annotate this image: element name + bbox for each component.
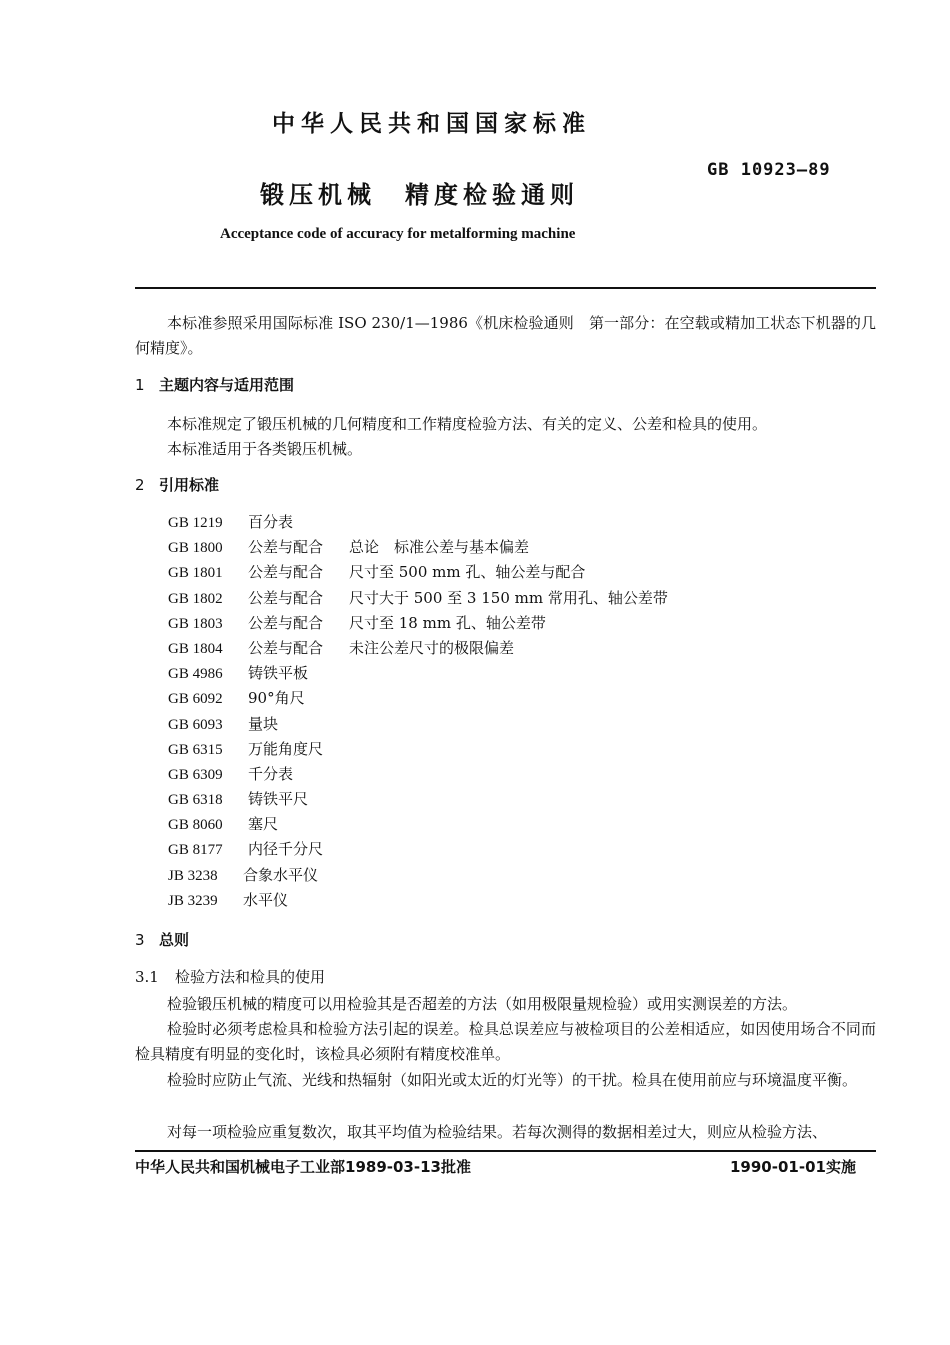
list-item xyxy=(168,863,668,888)
list-item xyxy=(168,787,668,812)
ref-code: GB 1802 xyxy=(168,590,223,607)
ref-title: 水平仪 xyxy=(243,890,289,909)
section-3-para-3: 检验时应防止气流、光线和热辐射（如阳光或太近的灯光等）的干扰。检具在使用前应与环境温度平衡。 xyxy=(167,1071,858,1089)
ref-title: 90°角尺 xyxy=(248,689,305,708)
list-item xyxy=(168,535,668,560)
ref-subtitle: 尺寸至 18 mm 孔、轴公差带 xyxy=(349,613,546,632)
footer-divider xyxy=(135,1150,876,1152)
ref-subtitle: 未注公差尺寸的极限偏差 xyxy=(349,638,515,657)
list-item xyxy=(168,812,668,837)
list-item xyxy=(168,762,668,787)
section-2-heading xyxy=(135,474,219,495)
ref-title: 合象水平仪 xyxy=(243,865,319,884)
ref-code: GB 1800 xyxy=(168,540,223,557)
section-3-para-4: 对每一项检验应重复数次，取其平均值为检验结果。若每次测得的数据相差过大，则应从检验方法、 xyxy=(167,1123,828,1141)
approval-line: 中华人民共和国机械电子工业部1989-03-13批准 xyxy=(135,1158,471,1176)
list-item xyxy=(168,888,668,913)
ref-code: GB 1219 xyxy=(168,515,223,531)
ref-title: 塞尺 xyxy=(248,815,279,834)
section-1-para-2: 本标准适用于各类锻压机械。 xyxy=(167,440,363,458)
list-item xyxy=(168,837,668,862)
ref-subtitle: 尺寸至 500 mm 孔、轴公差与配合 xyxy=(349,563,586,582)
ref-code: JB 3239 xyxy=(168,892,218,909)
section-title: 主题内容与适用范围 xyxy=(159,376,295,394)
list-item xyxy=(168,560,668,585)
ref-code: GB 8177 xyxy=(168,842,223,859)
ref-title: 公差与配合 xyxy=(248,563,324,582)
section-title: 总则 xyxy=(159,931,190,949)
standard-code: GB 10923—89 xyxy=(707,160,831,180)
list-item xyxy=(168,712,668,737)
document-title-en: Acceptance code of accuracy for metalforming machine xyxy=(220,226,576,242)
header-divider xyxy=(135,287,876,289)
ref-title: 公差与配合 xyxy=(248,638,324,657)
list-item xyxy=(168,586,668,611)
section-3-para-2: 检验时必须考虑检具和检验方法引起的误差。检具总误差应与被检项目的公差相适应，如因使用场合不同而检具精度有明显的变化时，该检具必须附有精度校准单。 xyxy=(135,1020,876,1063)
ref-title: 内径千分尺 xyxy=(248,840,324,859)
intro-paragraph: 本标准参照采用国际标准 ISO 230/1—1986《机床检验通则 第一部分：在空载或精加工状态下机器的几何精度》。 xyxy=(135,314,876,357)
section-1-para-1: 本标准规定了锻压机械的几何精度和工作精度检验方法、有关的定义、公差和检具的使用。 xyxy=(167,415,768,433)
ref-code: GB 1801 xyxy=(168,565,223,582)
ref-title: 公差与配合 xyxy=(248,613,324,632)
ref-title: 千分表 xyxy=(248,764,294,783)
ref-title: 万能角度尺 xyxy=(248,739,324,758)
list-item xyxy=(168,636,668,661)
section-title: 引用标准 xyxy=(159,476,220,494)
subsection-title: 检验方法和检具的使用 xyxy=(175,968,326,986)
document-title-cn: 锻压机械 精度检验通则 xyxy=(260,181,579,209)
ref-code: GB 6092 xyxy=(168,691,223,708)
section-number: 1 xyxy=(135,376,145,394)
list-item xyxy=(168,510,668,535)
ref-title: 铸铁平尺 xyxy=(248,790,309,809)
reference-list xyxy=(168,510,668,913)
list-item xyxy=(168,661,668,686)
list-item xyxy=(168,686,668,711)
list-item xyxy=(168,611,668,636)
ref-title: 铸铁平板 xyxy=(248,664,309,683)
ref-code: GB 6315 xyxy=(168,741,223,758)
ref-code: GB 6309 xyxy=(168,766,223,783)
effective-date: 1990-01-01实施 xyxy=(730,1158,856,1176)
ref-title: 公差与配合 xyxy=(248,538,324,557)
section-number: 2 xyxy=(135,476,145,494)
section-3-heading xyxy=(135,929,189,950)
ref-code: GB 4986 xyxy=(168,666,223,683)
ref-code: GB 8060 xyxy=(168,817,223,834)
ref-title: 百分表 xyxy=(248,513,294,531)
ref-title: 公差与配合 xyxy=(248,588,324,607)
ref-code: GB 1803 xyxy=(168,615,223,632)
standard-type: 中华人民共和国国家标准 xyxy=(272,111,591,137)
ref-subtitle: 尺寸大于 500 至 3 150 mm 常用孔、轴公差带 xyxy=(349,588,668,607)
ref-code: GB 6318 xyxy=(168,792,223,809)
subsection-number: 3.1 xyxy=(135,968,159,986)
ref-title: 量块 xyxy=(248,714,279,733)
ref-code: GB 6093 xyxy=(168,716,223,733)
ref-code: JB 3238 xyxy=(168,867,218,884)
section-number: 3 xyxy=(135,931,145,949)
list-item xyxy=(168,737,668,762)
subsection-3-1-heading xyxy=(135,966,325,987)
section-1-heading xyxy=(135,374,294,395)
section-3-para-1: 检验锻压机械的精度可以用检验其是否超差的方法（如用极限量规检验）或用实测误差的方法。 xyxy=(167,995,798,1013)
ref-code: GB 1804 xyxy=(168,640,223,657)
ref-subtitle: 总论 标准公差与基本偏差 xyxy=(349,538,530,557)
